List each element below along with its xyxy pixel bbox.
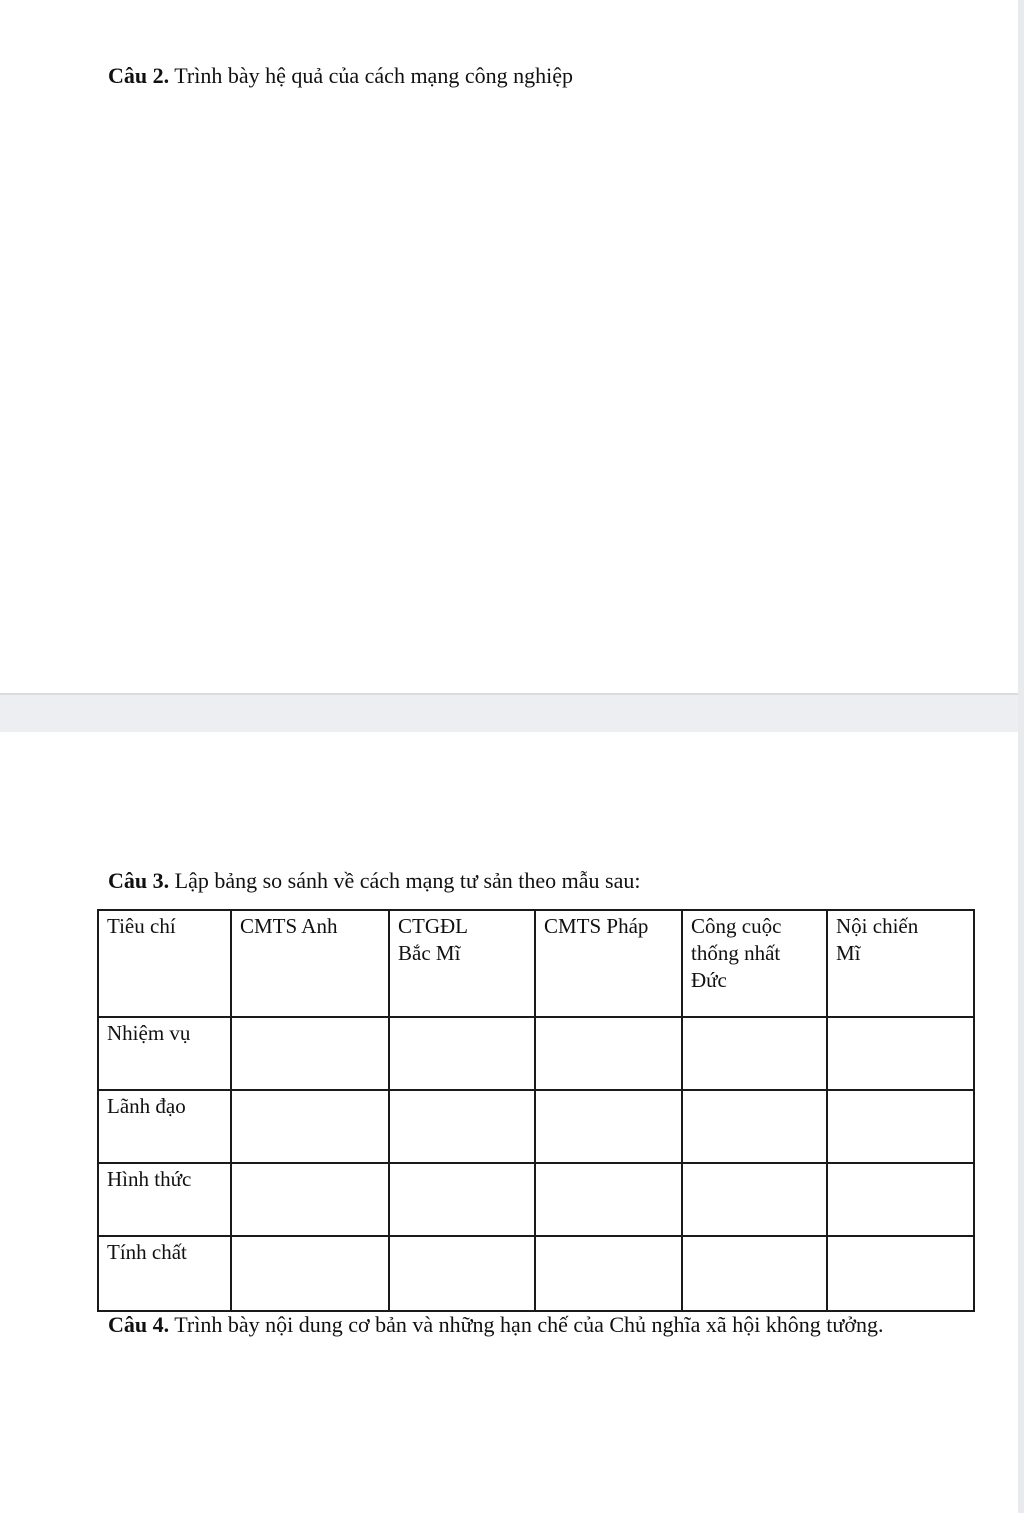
document-page-1	[0, 0, 1018, 693]
question-2	[108, 63, 573, 89]
header-cmts-anh	[231, 910, 389, 1017]
comparison-table	[97, 909, 975, 1312]
table-cell-empty	[682, 1163, 827, 1236]
viewer-scroll-edge	[1018, 0, 1024, 1513]
header-criteria	[98, 910, 231, 1017]
table-row	[98, 1163, 974, 1236]
question-4-text: Trình bày nội dung cơ bản và những hạn chế của Chủ nghĩa xã hội không tưởng.	[169, 1312, 884, 1337]
question-4	[108, 1312, 883, 1338]
question-3	[108, 868, 640, 894]
table-cell-empty	[389, 1090, 535, 1163]
table-cell-empty	[389, 1236, 535, 1311]
table-cell-empty	[535, 1236, 682, 1311]
page-separator	[0, 693, 1024, 732]
table-cell-empty	[231, 1017, 389, 1090]
table-cell-empty	[389, 1163, 535, 1236]
table-cell-empty	[682, 1017, 827, 1090]
question-2-number: Câu 2.	[108, 63, 170, 88]
table-cell-empty	[535, 1163, 682, 1236]
header-line: Nội chiến	[836, 914, 919, 938]
table-cell-empty	[827, 1236, 974, 1311]
table-cell-empty	[231, 1163, 389, 1236]
question-3-text: Lập bảng so sánh về cách mạng tư sản theo mẫu sau:	[169, 868, 641, 893]
header-cmts-phap	[535, 910, 682, 1017]
header-line: Đức	[691, 968, 727, 992]
header-line: Tiêu chí	[107, 914, 176, 938]
table-cell-empty	[535, 1017, 682, 1090]
header-thong-nhat-duc	[682, 910, 827, 1017]
table-cell-empty	[389, 1017, 535, 1090]
header-line: Bắc Mĩ	[398, 941, 461, 965]
row-label: Lãnh đạo	[98, 1090, 231, 1163]
table-cell-empty	[827, 1017, 974, 1090]
question-2-text: Trình bày hệ quả của cách mạng công nghiệp	[169, 63, 573, 88]
table-cell-empty	[231, 1090, 389, 1163]
table-row	[98, 1017, 974, 1090]
row-label: Tính chất	[98, 1236, 231, 1311]
header-line: Công cuộc	[691, 914, 782, 938]
table-cell-empty	[231, 1236, 389, 1311]
header-line: CMTS Anh	[240, 914, 338, 938]
row-label: Hình thức	[98, 1163, 231, 1236]
table-cell-empty	[535, 1090, 682, 1163]
header-line: thống nhất	[691, 941, 781, 965]
table-row	[98, 1236, 974, 1311]
table-cell-empty	[682, 1090, 827, 1163]
question-4-number: Câu 4.	[108, 1312, 170, 1337]
row-label: Nhiệm vụ	[98, 1017, 231, 1090]
header-line: CMTS Pháp	[544, 914, 649, 938]
table-cell-empty	[827, 1163, 974, 1236]
header-line: Mĩ	[836, 941, 861, 965]
header-ctgdl-bac-mi	[389, 910, 535, 1017]
table-cell-empty	[827, 1090, 974, 1163]
header-line: CTGĐL	[398, 914, 468, 938]
table-row	[98, 1090, 974, 1163]
table-header-row	[98, 910, 974, 1017]
question-3-number: Câu 3.	[108, 868, 170, 893]
header-noi-chien-mi	[827, 910, 974, 1017]
table-cell-empty	[682, 1236, 827, 1311]
